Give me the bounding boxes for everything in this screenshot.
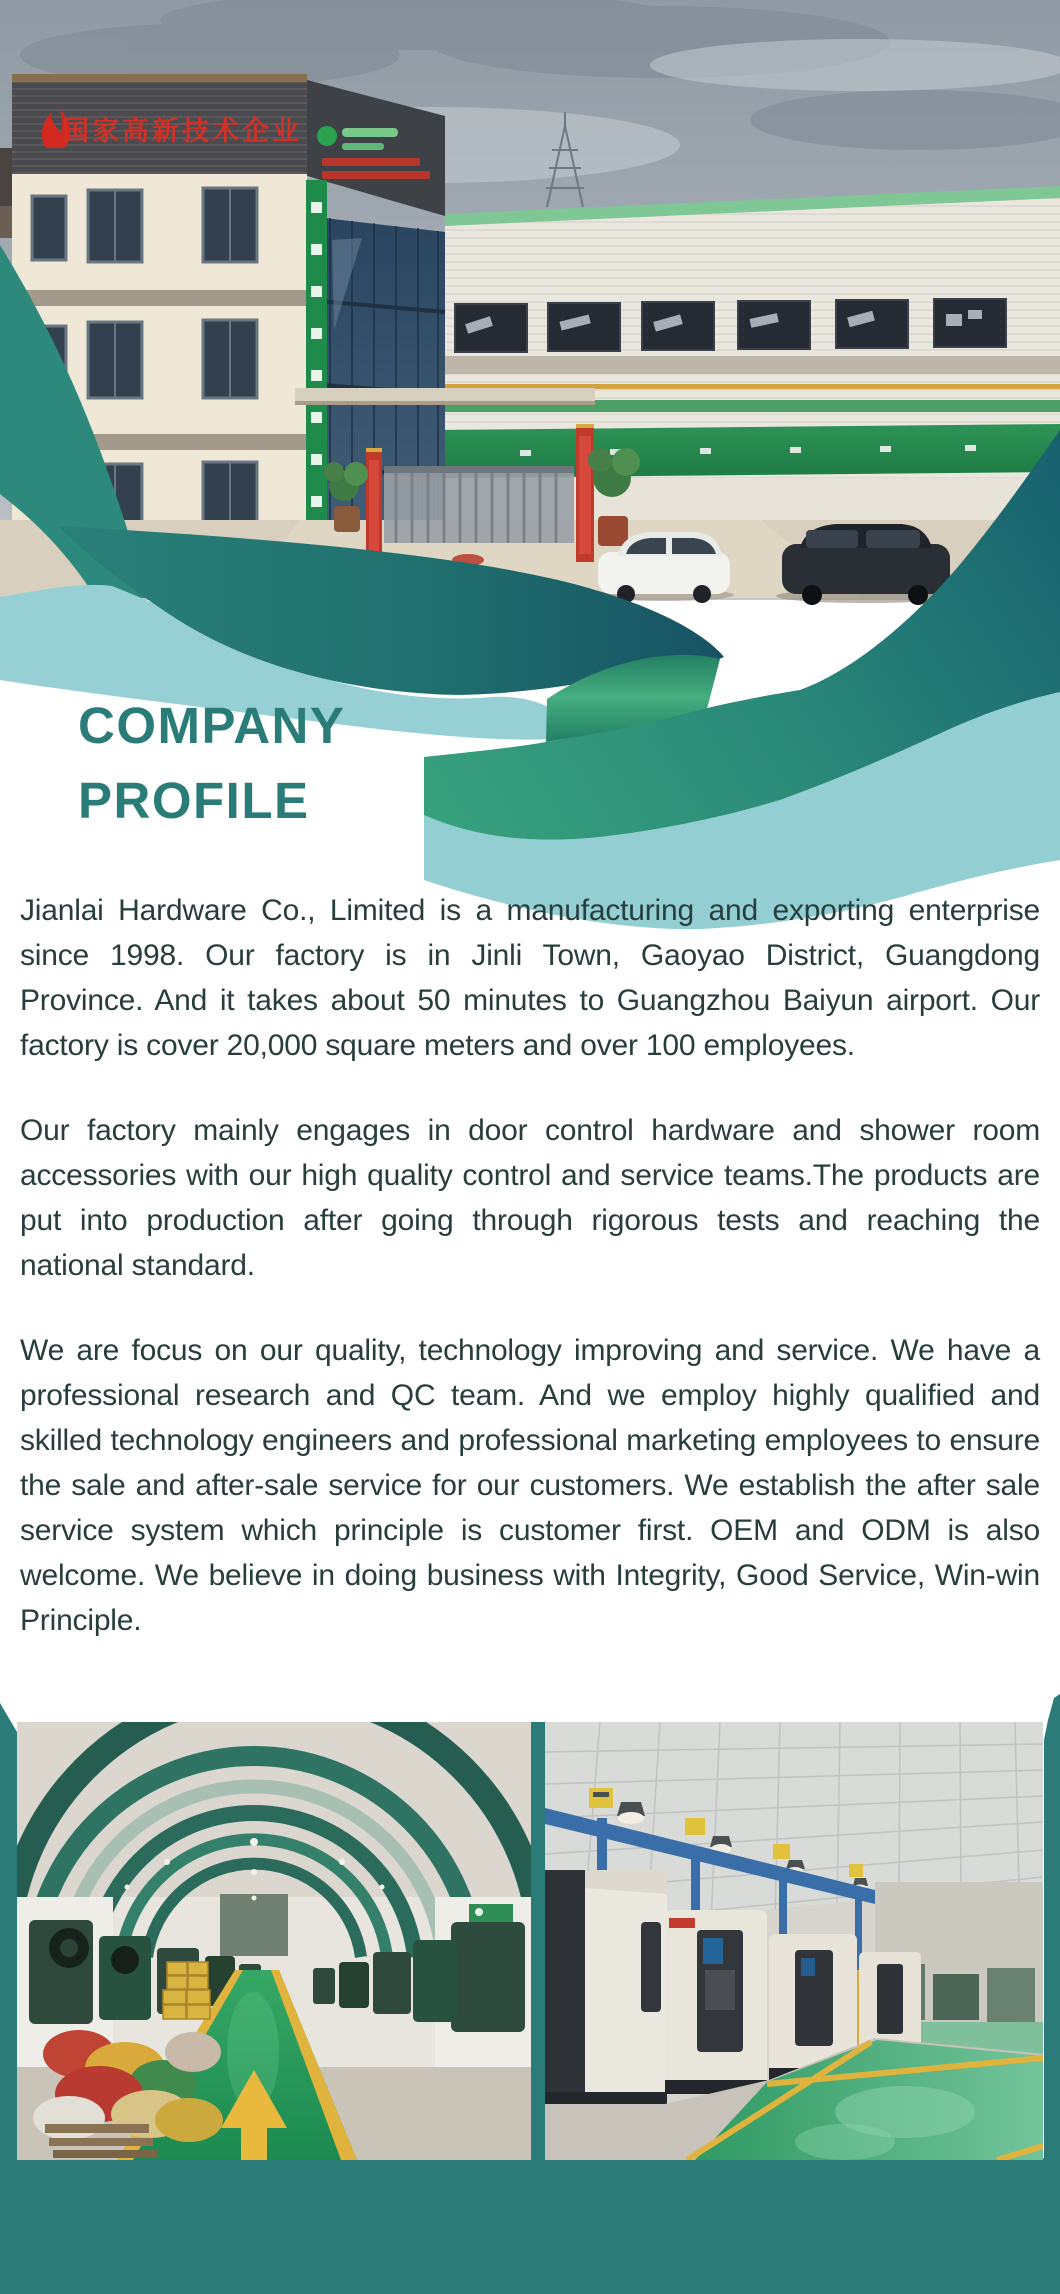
page-title-line1: COMPANY [78, 697, 346, 754]
workshop-aisle-photo [17, 1722, 531, 2160]
paragraph-products: Our factory mainly engages in door control hardware and shower room accessories with our high quality control and service teams.The products are put into production after going through rigorous tests and reaching the national standard. [20, 1114, 1040, 1282]
page-title-line2: PROFILE [78, 772, 310, 829]
paragraph-intro: Jianlai Hardware Co., Limited is a manufacturing and exporting enterprise since 1998. Our factory is in Jinli Town, Gaoyao District, Guangdong Province. And it takes about 50 minutes to Guangzhou Baiyun airport. Our factory is cover 20,000 square meters and over 100 employees. [20, 894, 1040, 1062]
tunnel-far-end [220, 1894, 288, 1956]
wood-pallet [45, 2124, 157, 2158]
page-title [78, 688, 345, 838]
cnc-machine-line-photo [545, 1722, 1043, 2160]
paragraph-service: We are focus on our quality, technology improving and service. We have a professional research and QC team. And we employ highly qualified and skilled technology engineers and professional marketing employees to ensure the sale and after-sale service for our customers. We establish the after sale service system which principle is customer first. OEM and ODM is also welcome. We believe in doing business with Integrity, Good Service, Win-win Principle. [20, 1334, 1040, 1637]
yellow-crates [163, 1962, 210, 2019]
roof-sign-text: 国家高新技术企业 [62, 116, 302, 146]
company-description [20, 888, 1040, 1683]
company-logo-icon [317, 126, 337, 146]
